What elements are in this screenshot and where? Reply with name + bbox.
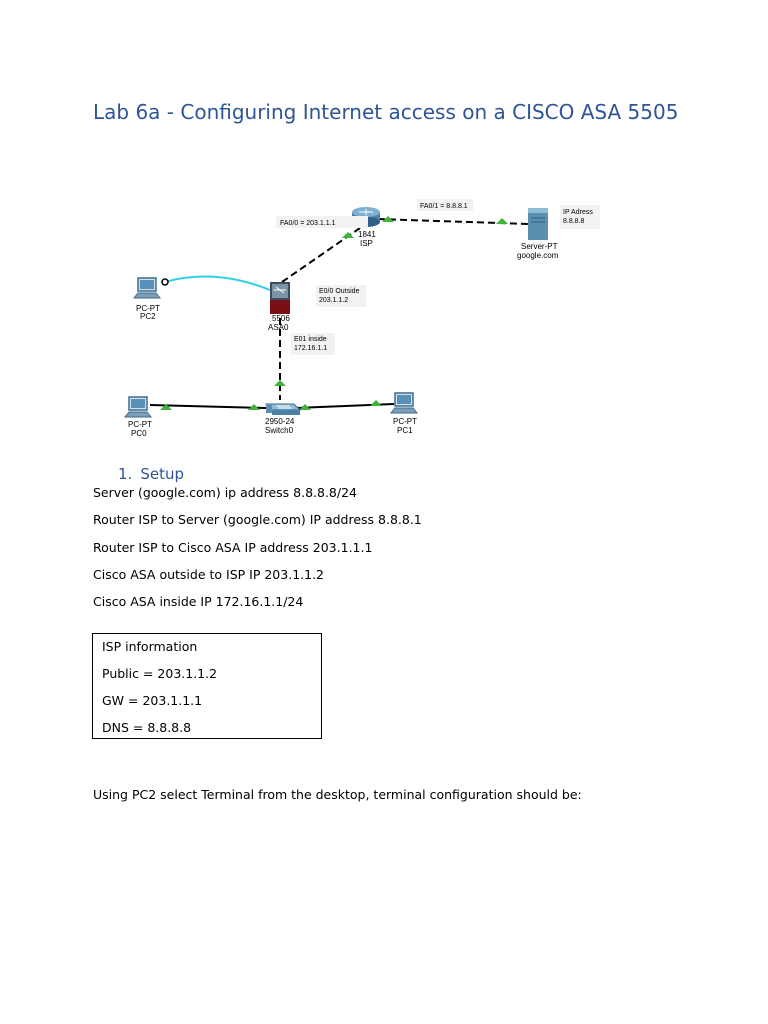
server-ip-value: 8.8.8.8	[563, 218, 585, 225]
asa-inside-ip-line: Cisco ASA inside IP 172.16.1.1/24	[93, 594, 304, 609]
terminal-instruction: Using PC2 select Terminal from the desktop, terminal configuration should be:	[93, 787, 582, 802]
server-ip-title: IP Adress	[563, 209, 593, 216]
switch-name-label: Switch0	[265, 426, 294, 435]
router-name-label: ISP	[360, 239, 373, 248]
isp-public-ip: Public = 203.1.1.2	[102, 666, 218, 681]
e00-label-line2: 203.1.1.2	[319, 297, 349, 304]
link-status-indicators	[160, 216, 508, 410]
router-model-label: 1841	[358, 230, 376, 239]
setup-title: Setup	[140, 465, 184, 483]
pc2-name-label: PC2	[140, 312, 156, 321]
switch-model-label: 2950-24	[265, 417, 295, 426]
server-icon	[528, 208, 548, 240]
fa01-label: FA0/1 = 8.8.8.1	[420, 203, 468, 210]
isp-gateway: GW = 203.1.1.1	[102, 693, 203, 708]
pc0-name-label: PC0	[131, 429, 147, 438]
link-pc2-asa-console	[165, 277, 270, 290]
setup-number: 1.	[118, 465, 133, 483]
setup-heading	[118, 465, 184, 483]
e01-label-line1: E01 inside	[294, 336, 327, 343]
fa00-label: FA0/0 = 203.1.1.1	[280, 220, 336, 227]
e01-label-line2: 172.16.1.1	[294, 345, 328, 352]
pc1-computer-icon	[391, 393, 417, 413]
network-topology-diagram	[0, 0, 768, 470]
isp-dns: DNS = 8.8.8.8	[102, 720, 192, 735]
isp-box-title: ISP information	[102, 639, 198, 654]
console-port-dot	[162, 279, 168, 285]
asa-name-label: ASA0	[268, 323, 289, 332]
server-name-label: google.com	[517, 251, 559, 260]
pc0-computer-icon	[125, 397, 151, 417]
isp-information-box	[92, 633, 322, 739]
router-server-ip-line: Router ISP to Server (google.com) IP address 8.8.8.1	[93, 512, 422, 527]
pc2-model-label: PC-PT	[136, 304, 160, 313]
e00-label-line1: E0/0 Outside	[319, 288, 360, 295]
pc1-model-label: PC-PT	[393, 417, 417, 426]
asa-model-label: 5506	[272, 314, 290, 323]
pc0-model-label: PC-PT	[128, 420, 152, 429]
asa-outside-ip-line: Cisco ASA outside to ISP IP 203.1.1.2	[93, 567, 324, 582]
switch-icon	[266, 404, 300, 415]
pc2-computer-icon	[134, 278, 160, 298]
server-model-label: Server-PT	[521, 242, 558, 251]
firewall-icon	[270, 282, 290, 314]
server-ip-line: Server (google.com) ip address 8.8.8.8/24	[93, 485, 358, 500]
page-title: Lab 6a - Configuring Internet access on a CISCO ASA 5505	[93, 100, 679, 124]
router-asa-ip-line: Router ISP to Cisco ASA IP address 203.1.1.1	[93, 540, 373, 555]
pc1-name-label: PC1	[397, 426, 413, 435]
